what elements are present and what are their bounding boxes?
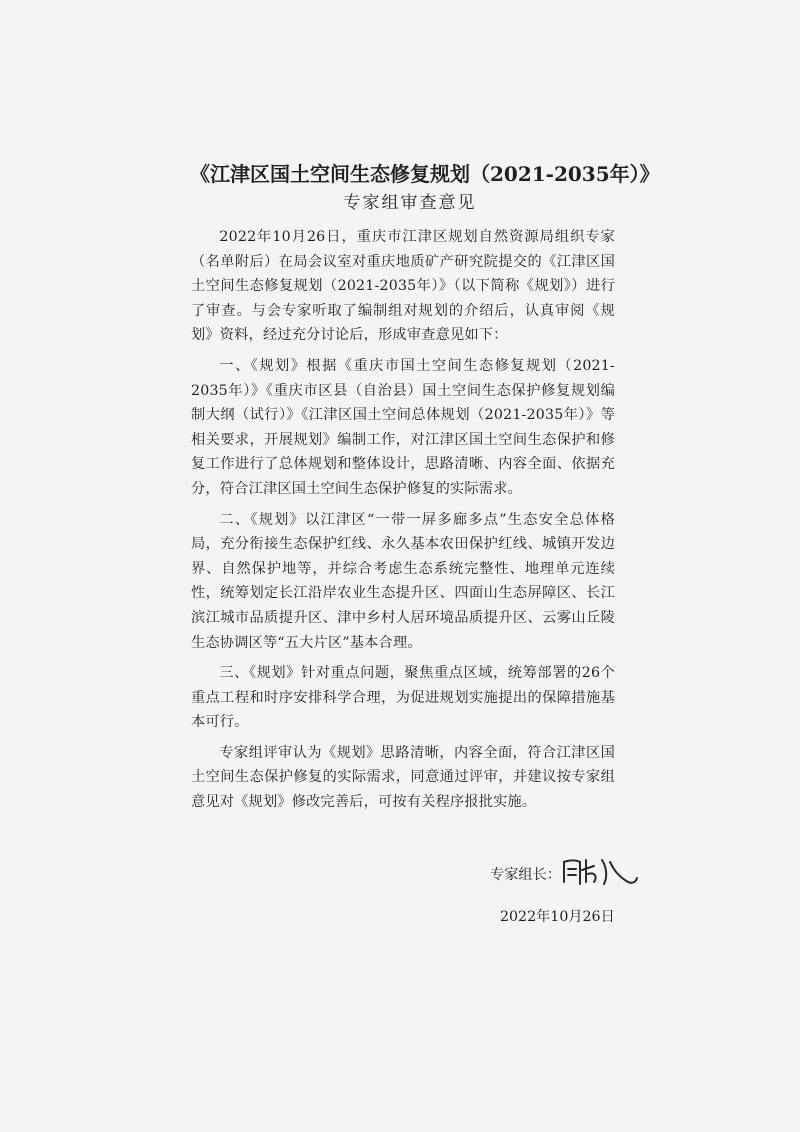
paragraph-opinion-3: 三、《规划》针对重点问题，聚焦重点区域，统筹部署的26个重点工程和时序安排科学合理，为促进规划实施提出的保障措施基本可行。 xyxy=(191,665,615,731)
signoff-label: 专家组长： xyxy=(490,867,561,883)
paragraph-conclusion: 专家组评审认为《规划》思路清晰，内容全面，符合江津区国土空间生态保护修复的实际需求，同意通过评审，并建议按专家组意见对《规划》修改完善后，可按有关程序报批实施。 xyxy=(191,744,615,811)
document-body xyxy=(191,225,615,821)
paragraph-opinion-2: 二、《规划》以江津区“一带一屏多廊多点”生态安全总体格局，充分衔接生态保护红线、永久基本农田保护红线、城镇开发边界、自然保护地等，并综合考虑生态系统完整性、地理单元连续性，统筹划定长江沿岸农业生态提升区、四面山生态屏障区、长江滨江城市品质提升区、津中乡村人居环境品质提升区、云雾山丘陵生态协调区等“五大片区”基本合理。 xyxy=(191,511,615,651)
document-title: 《江津区国土空间生态修复规划（2021-2035年）》 xyxy=(190,162,660,186)
paragraph-opinion-1: 一、《规划》根据《重庆市国土空间生态修复规划（2021-2035年）》《重庆市区县（自治县）国土空间生态保护修复规划编制大纲（试行）》《江津区国土空间总体规划（2021-2035年）》等相关要求，开展规划》编制工作，对江津区国土空间生态保护和修复工作进行了总体规划和整体设计，思路清晰、内容全面、依据充分，符合江津区国土空间生态保护修复的实际需求。 xyxy=(191,357,615,497)
handwritten-signature xyxy=(558,852,640,892)
paragraph-intro: 2022年10月26日，重庆市江津区规划自然资源局组织专家（名单附后）在局会议室对重庆地质矿产研究院提交的《江津区国土空间生态修复规划（2021-2035年）》（以下简称《规划》）进行了审查。与会专家听取了编制组对规划的介绍后，认真审阅《规划》资料，经过充分讨论后，形成审查意见如下： xyxy=(191,229,615,344)
signoff-block xyxy=(470,858,670,898)
document-subtitle: 专家组审查意见 xyxy=(343,193,477,213)
document-date: 2022年10月26日 xyxy=(500,909,615,925)
